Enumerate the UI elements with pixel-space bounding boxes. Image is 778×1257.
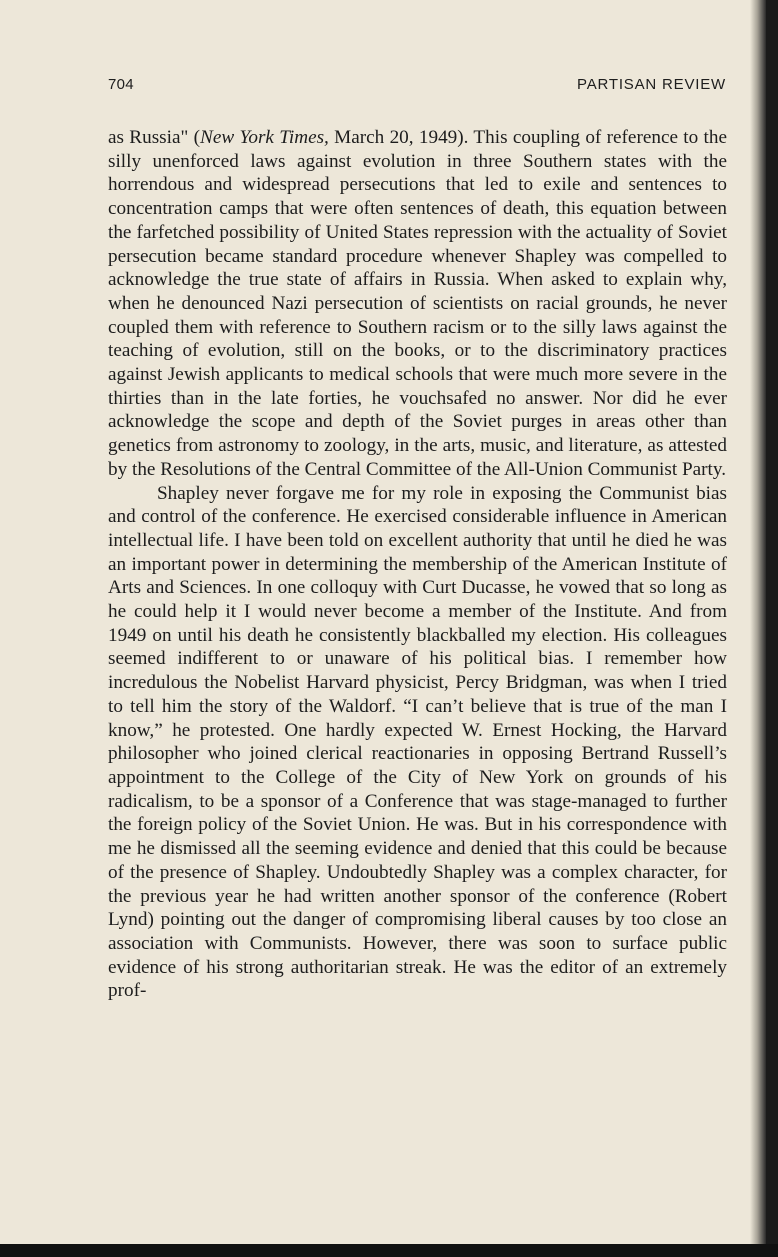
page-number: 704 — [108, 76, 134, 93]
newspaper-title: New York Times, — [200, 127, 329, 148]
page-edge-shadow — [750, 0, 766, 1244]
page-header — [108, 76, 726, 100]
paragraph-1-start: as Russia" ( — [108, 127, 201, 148]
running-head: PARTISAN REVIEW — [577, 76, 726, 93]
paragraph-2: Shapley never forgave me for my role in exposing the Communist bias and control of the conference. He exercised considerable influence in American intellectual life. I have been told on excellent authority that until he died he was an important power in determining the membership of the American Institute of Arts and Sciences. In one colloquy with Curt Ducasse, he vowed that so long as he could help it I would never become a member of the Institute. And from 1949 on until his death he consistently blackballed my election. His colleagues seemed indifferent to or unaware of his political bias. I remember how incredulous the Nobelist Harvard physicist, Percy Bridgman, was when I tried to tell him the story of the Waldorf. “I can’t believe that is true of the man I know,” he protested. One hardly expected W. Ernest Hocking, the Harvard philosopher who joined clerical reactionaries in opposing Bertrand Russell’s appointment to the College of the City of New York on grounds of his radicalism, to be a sponsor of a Conference that was stage-managed to further the foreign policy of the Soviet Union. He was. But in his correspondence with me he dismissed all the seeming evidence and denied that this could be because of the presence of Shapley. Undoubtedly Shapley was a complex character, for the previous year he had written another sponsor of the conference (Robert Lynd) pointing out the danger of compromising liberal causes by too close an association with Communists. However, there was soon to surface public evidence of his strong authoritarian streak. He was the editor of an extremely prof- — [108, 482, 727, 1002]
scan-bottom-edge — [0, 1244, 778, 1257]
paragraph-1-rest: March 20, 1949). This coupling of reference to the silly unenforced laws against evolution in three Southern states with the horrendous and widespread persecutions that led to exile and sentences to concentration camps that were often sentences of death, this equation between the farfetched possibility of United States repression with the actuality of Soviet persecution became standard procedure whenever Shapley was compelled to acknowledge the true state of affairs in Russia. When asked to explain why, when he denounced Nazi persecution of scientists on racial grounds, he never coupled them with reference to Southern racism or to the silly laws against the teaching of evolution, still on the books, or to the discriminatory practices against Jewish applicants to medical schools that were much more severe in the thirties than in the late forties, he vouchsafed no answer. Nor did he ever acknowledge the scope and depth of the Soviet purges in areas other than genetics from astronomy to zoology, in the arts, music, and literature, as attested by the Resolutions of the Central Committee of the All-Union Communist Party. — [108, 127, 727, 480]
body-text — [108, 126, 727, 1003]
paragraph-1 — [108, 126, 727, 482]
